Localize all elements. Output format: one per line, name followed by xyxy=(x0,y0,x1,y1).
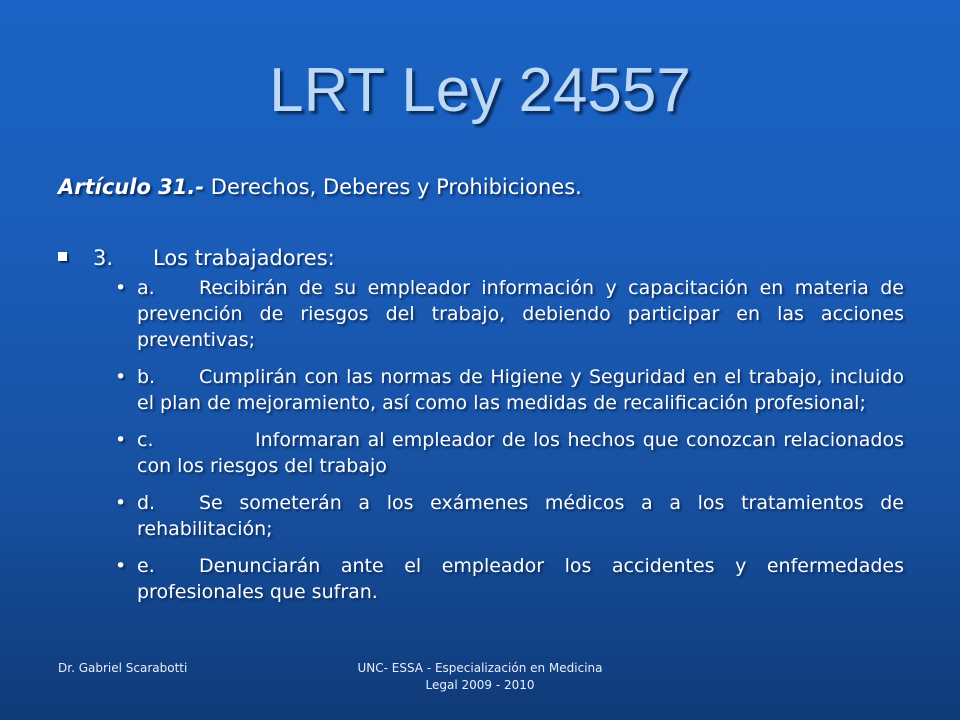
footer-course xyxy=(300,660,660,694)
article-heading xyxy=(58,170,918,204)
slide-title: LRT Ley 24557 xyxy=(269,56,691,125)
list-item xyxy=(108,490,904,542)
bullet-dot-icon: • xyxy=(115,555,127,577)
list-item xyxy=(108,427,904,479)
item-letter: a. xyxy=(137,277,155,299)
item-letter: d. xyxy=(137,492,156,514)
square-bullet-icon xyxy=(58,252,67,261)
item-text: Se someterán a los exámenes médicos a a los tratamientos de rehabilitación; xyxy=(137,492,904,540)
bullet-dot-icon: • xyxy=(115,366,127,388)
item-text: Recibirán de su empleador información y capacitación en materia de prevención de riesgos del trabajo, debiendo participar en las acciones preventivas; xyxy=(137,277,904,351)
item-text: Informaran al empleador de los hechos que conozcan relacionados con los riesgos del trabajo xyxy=(137,429,904,477)
article-number: Artículo 31.- xyxy=(58,175,205,199)
footer-course-line1: UNC- ESSA - Especialización en Medicina xyxy=(357,661,603,675)
footer-course-line2: Legal 2009 - 2010 xyxy=(425,678,535,692)
item-letter: b. xyxy=(137,366,156,388)
item-text: Denunciarán ante el empleador los accidentes y enfermedades profesionales que sufran. xyxy=(137,555,904,603)
list-item xyxy=(108,553,904,605)
list-item xyxy=(108,364,904,416)
section-heading xyxy=(58,241,918,275)
footer-author: Dr. Gabriel Scarabotti xyxy=(58,661,188,675)
article-title: Derechos, Deberes y Prohibiciones. xyxy=(204,175,582,199)
bullet-dot-icon: • xyxy=(115,277,127,299)
item-letter: e. xyxy=(137,555,155,577)
bullet-dot-icon: • xyxy=(115,429,127,451)
item-text: Cumplirán con las normas de Higiene y Seguridad en el trabajo, incluido el plan de mejoramiento, así como las medidas de recalificación profesional; xyxy=(137,366,904,414)
item-letter: c. xyxy=(137,429,154,451)
bullet-dot-icon: • xyxy=(115,492,127,514)
obligations-list xyxy=(108,275,904,616)
section-number: 3. xyxy=(93,246,114,270)
list-item xyxy=(108,275,904,353)
section-label: Los trabajadores: xyxy=(153,246,335,270)
